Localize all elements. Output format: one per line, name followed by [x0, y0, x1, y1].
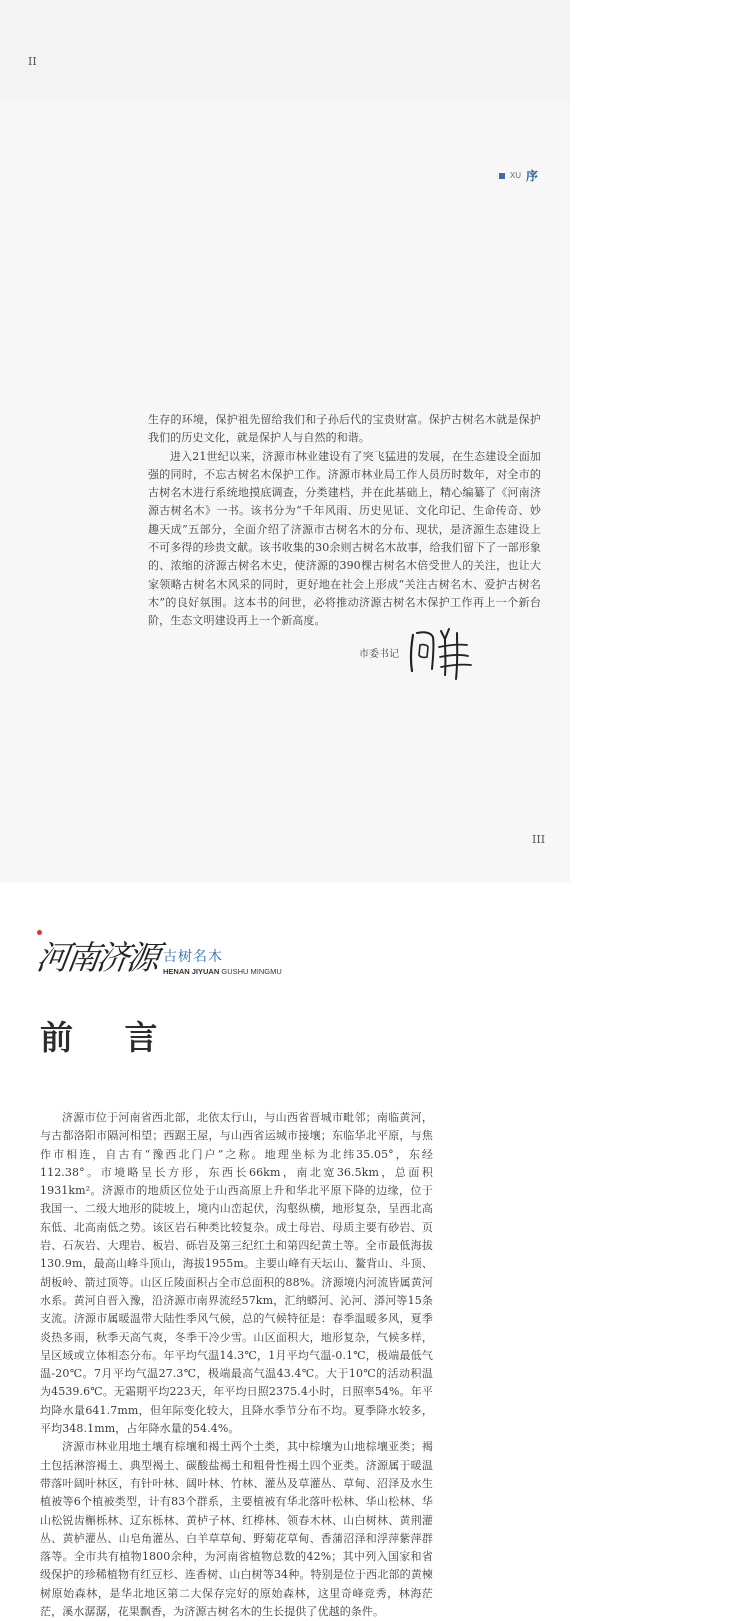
preface-paragraph: 进入21世纪以来，济源市林业建设有了突飞猛进的发展，在生态建设全面加强的同时，不忘古树名木保护工作。济源市林业局工作人员历时数年，对全市的古树名木进行系统地摸底调查，分类建档，并在此基础上，精心编纂了《河南济源古树名木》一书。该书分为“千年风雨、历史见证、文化印记、生命传奇、妙趣天成”五部分，全面介绍了济源市古树名木的分布、现状，是济源生态建设上不可多得的珍贵文献。该书收集的30余则古树名木故事，给我们留下了一部形象的、浓缩的济源古树名木史，使济源的390棵古树名木倍受世人的关注，也让大家领略古树名木风采的同时，更好地在社会上形成“关注古树名木、爱护古树名木”的良好氛围。这本书的问世，必将推动济源古树名木保护工作再上一个新台阶，生态文明建设再上一个新高度。 — [148, 449, 541, 628]
logo-subtitle-en — [163, 967, 282, 976]
preface-body — [148, 411, 541, 631]
signature-role: 市委书记 — [359, 649, 399, 660]
logo-subtitle — [163, 946, 282, 976]
book-logo — [33, 932, 282, 979]
logo-subtitle-cn: 古树名木 — [163, 949, 223, 965]
running-head-latin: XU — [509, 171, 521, 180]
signature-block — [359, 625, 475, 680]
handwritten-signature — [405, 625, 475, 680]
logo-subtitle-en-bold: HENAN JIYUAN — [163, 967, 220, 976]
preface-paragraph: 生存的环境，保护祖先留给我们和子孙后代的宝贵财富。保护古树名木就是保护我们的历史文化，就是保护人与自然的和谐。 — [148, 413, 541, 445]
page-number-top: II — [28, 55, 37, 68]
running-head-chinese: 序 — [525, 169, 538, 183]
square-bullet-icon — [499, 173, 505, 179]
page-number-mid: III — [532, 833, 546, 846]
foreword-title: 前 言 — [40, 1018, 178, 1057]
foreword-body — [40, 1109, 433, 1621]
foreword-paragraph: 济源市林业用地土壤有棕壤和褐土两个土类，其中棕壤为山地棕壤亚类；褐土包括淋溶褐土、典型褐土、碳酸盐褐土和粗骨性褐土四个亚类。济源属于暖温带落叶阔叶林区，有针叶林、阔叶林、竹林、灌丛及草灌丛、草甸、沼泽及水生植被等6个植被类型，计有83个群系，主要植被有华北落叶松林、华山松林、华山松锐齿槲栎林、辽东栎林、黄栌子林、红桦林、领春木林、山白树林、黄荆灌丛、黄栌灌丛、山皂角灌丛、白羊草草甸、野菊花草甸、香蒲沼泽和浮萍紫萍群落等。全市共有植物1800余种，为河南省植物总数的42%；其中列入国家和省级保护的珍稀植物有红豆杉、连香树、山白树等34种。特别是位于西北部的黄楝树原始森林，是华北地区第二大保存完好的原始森林，这里奇峰竞秀，林海茫茫，溪水潺潺，花果飘香，为济源古树名木的生长提供了优越的条件。 — [40, 1440, 433, 1619]
page-fragment-top — [0, 0, 570, 100]
foreword-paragraph: 济源市位于河南省西北部，北依太行山，与山西省晋城市毗邻；南临黄河，与古都洛阳市隔河相望；西踞王屋，与山西省运城市接壤；东临华北平原，与焦作市相连，自古有“豫西北门户”之称。地理坐标为北纬35.05°，东经112.38°。市境略呈长方形，东西长66km，南北宽36.5km，总面积1931km²。济源市的地质区位处于山西高原上升和华北平原下降的边缘，位于我国一、二级大地形的陡坡上，境内山峦起伏，沟壑纵横，地形复杂，呈西北高东低、北高南低之势。该区岩石种类比较复杂。成土母岩、母质主要有砂岩、页岩、石灰岩、大理岩、板岩、砾岩及第三纪红土和第四纪黄土等。全市最低海拔130.9m，最高山峰斗顶山，海拔1955m。主要山峰有天坛山、鳌背山、斗顶、胡板岭、箭过顶等。山区丘陵面积占全市总面积的88%。济源境内河流皆属黄河水系。黄河自晋入豫，沿济源市南界流经57km，汇纳蟒河、沁河、漭河等15条支流。济源市属暖温带大陆性季风气候，总的气候特征是：春季温暖多风，夏季炎热多雨，秋季天高气爽，冬季干冷少雪。山区面积大，地形复杂，气候多样，呈区域或立体相态分布。年平均气温14.3℃，1月平均气温-0.1℃，极端最低气温-20℃。7月平均气温27.3℃，极端最高气温43.4℃。大于10℃的活动积温为4539.6℃。无霜期平均223天，年平均日照2375.4小时，日照率54%。年平均降水量641.7mm，但年际变化较大，且降水季节分布不均。夏季降水较多，平均348.1mm，占年降水量的54.4%。 — [40, 1111, 433, 1436]
logo-subtitle-en-light: GUSHU MINGMU — [221, 967, 282, 976]
running-head — [499, 167, 538, 184]
logo-calligraphy: 河南济源 — [33, 938, 160, 977]
